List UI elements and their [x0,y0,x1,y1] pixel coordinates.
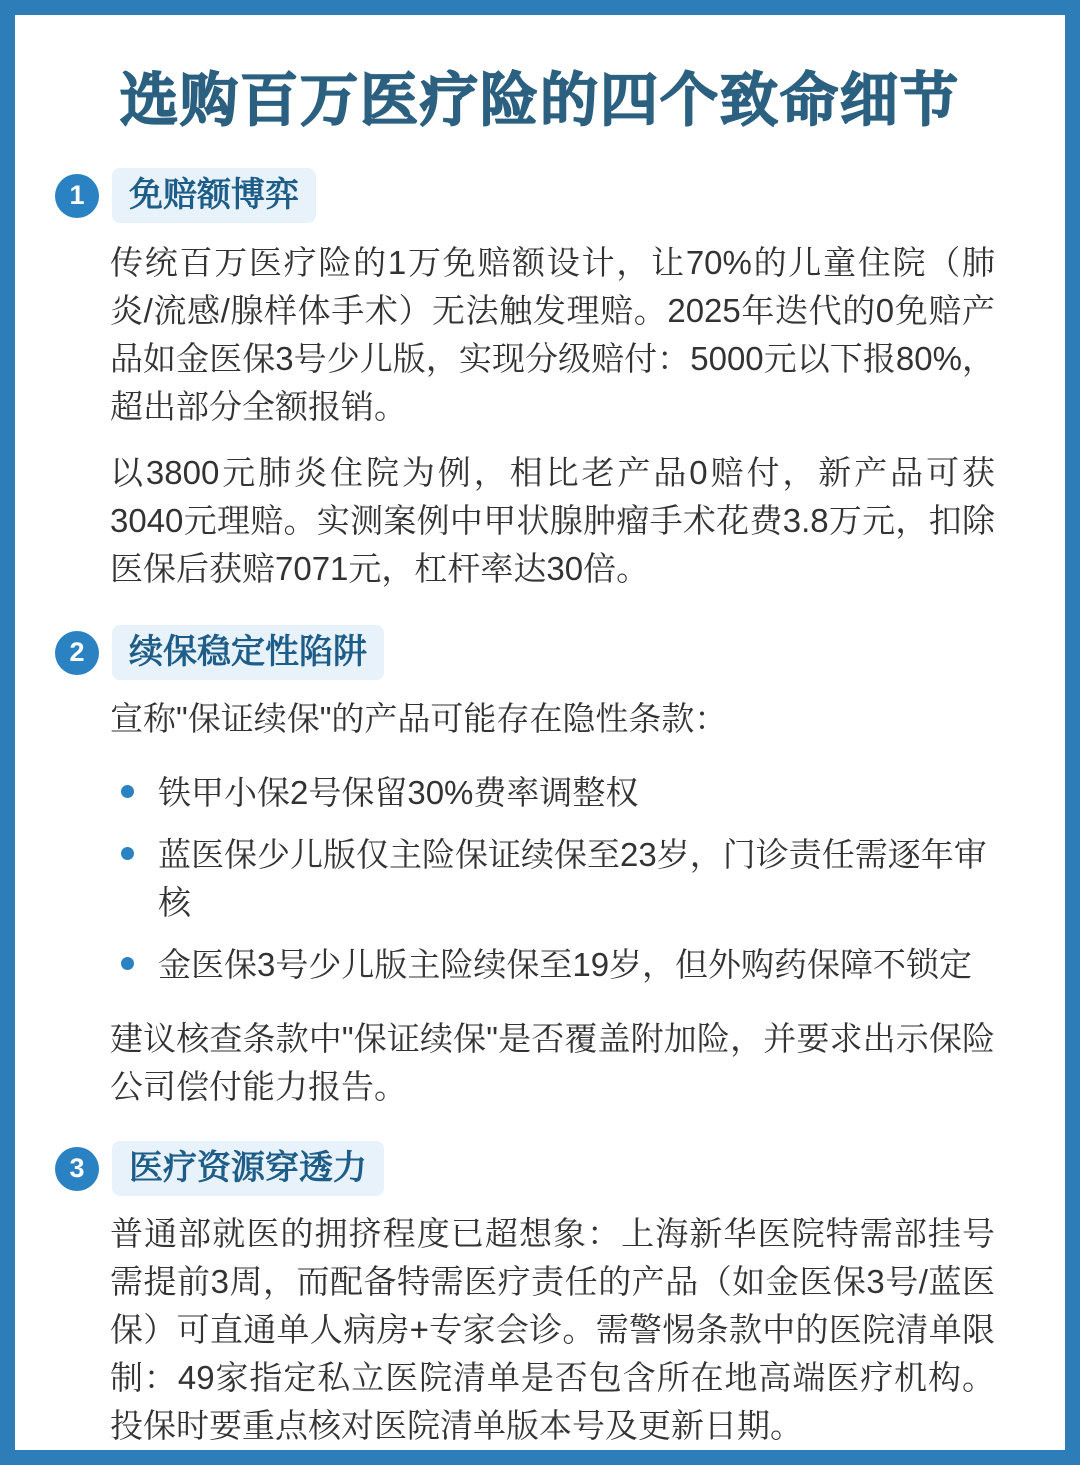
section-header [55,1141,1065,1196]
section-header [55,625,1065,680]
list-item-text: 铁甲小保2号保留30%费率调整权 [158,774,639,812]
paragraph: 普通部就医的拥挤程度已超想象：上海新华医院特需部挂号需提前3周，而配备特需医疗责任的产品（如金医保3号/蓝医保）可直通单人病房+专家会诊。需警惕条款中的医院清单限制：49家指定私立医院清单是否包含所在地高端医疗机构。投保时要重点核对医院清单版本号及更新日期。 [110,1215,995,1445]
bullet-dot-icon [121,847,134,860]
paragraph: 宣称"保证续保"的产品可能存在隐性条款： [110,700,728,738]
section-heading: 续保稳定性陷阱 [112,625,384,680]
hidden-clauses-list [115,769,995,989]
section-renewal-stability-trap [15,625,1065,1111]
section-number-badge: 1 [55,174,99,218]
paragraph: 传统百万医疗险的1万免赔额设计，让70%的儿童住院（肺炎/流感/腺样体手术）无法触发理赔。2025年迭代的0免赔产品如金医保3号少儿版，实现分级赔付：5000元以下报80%，超出部分全额报销。 [110,244,995,426]
bullet-dot-icon [121,785,134,798]
paragraph: 以3800元肺炎住院为例，相比老产品0赔付，新产品可获3040元理赔。实测案例中甲状腺肿瘤手术花费3.8万元，扣除医保后获赔7071元，杠杆率达30倍。 [110,454,995,588]
list-item [115,769,995,817]
section-deductible-game [15,168,1065,593]
list-item [115,831,995,927]
list-item [115,941,995,989]
section-number-badge: 3 [55,1147,99,1191]
section-heading: 医疗资源穿透力 [112,1141,384,1196]
list-item-text: 金医保3号少儿版主险续保至19岁，但外购药保障不锁定 [158,946,973,984]
paragraph: 建议核查条款中"保证续保"是否覆盖附加险，并要求出示保险公司偿付能力报告。 [110,1020,995,1106]
bullet-dot-icon [121,957,134,970]
section-heading: 免赔额博弈 [112,168,316,223]
section-medical-resource-penetration [15,1141,1065,1450]
page-title: 选购百万医疗险的四个致命细节 [119,68,960,133]
section-header [55,168,1065,223]
section-number-badge: 2 [55,631,99,675]
list-item-text: 蓝医保少儿版仅主险保证续保至23岁，门诊责任需逐年审核 [158,836,987,922]
